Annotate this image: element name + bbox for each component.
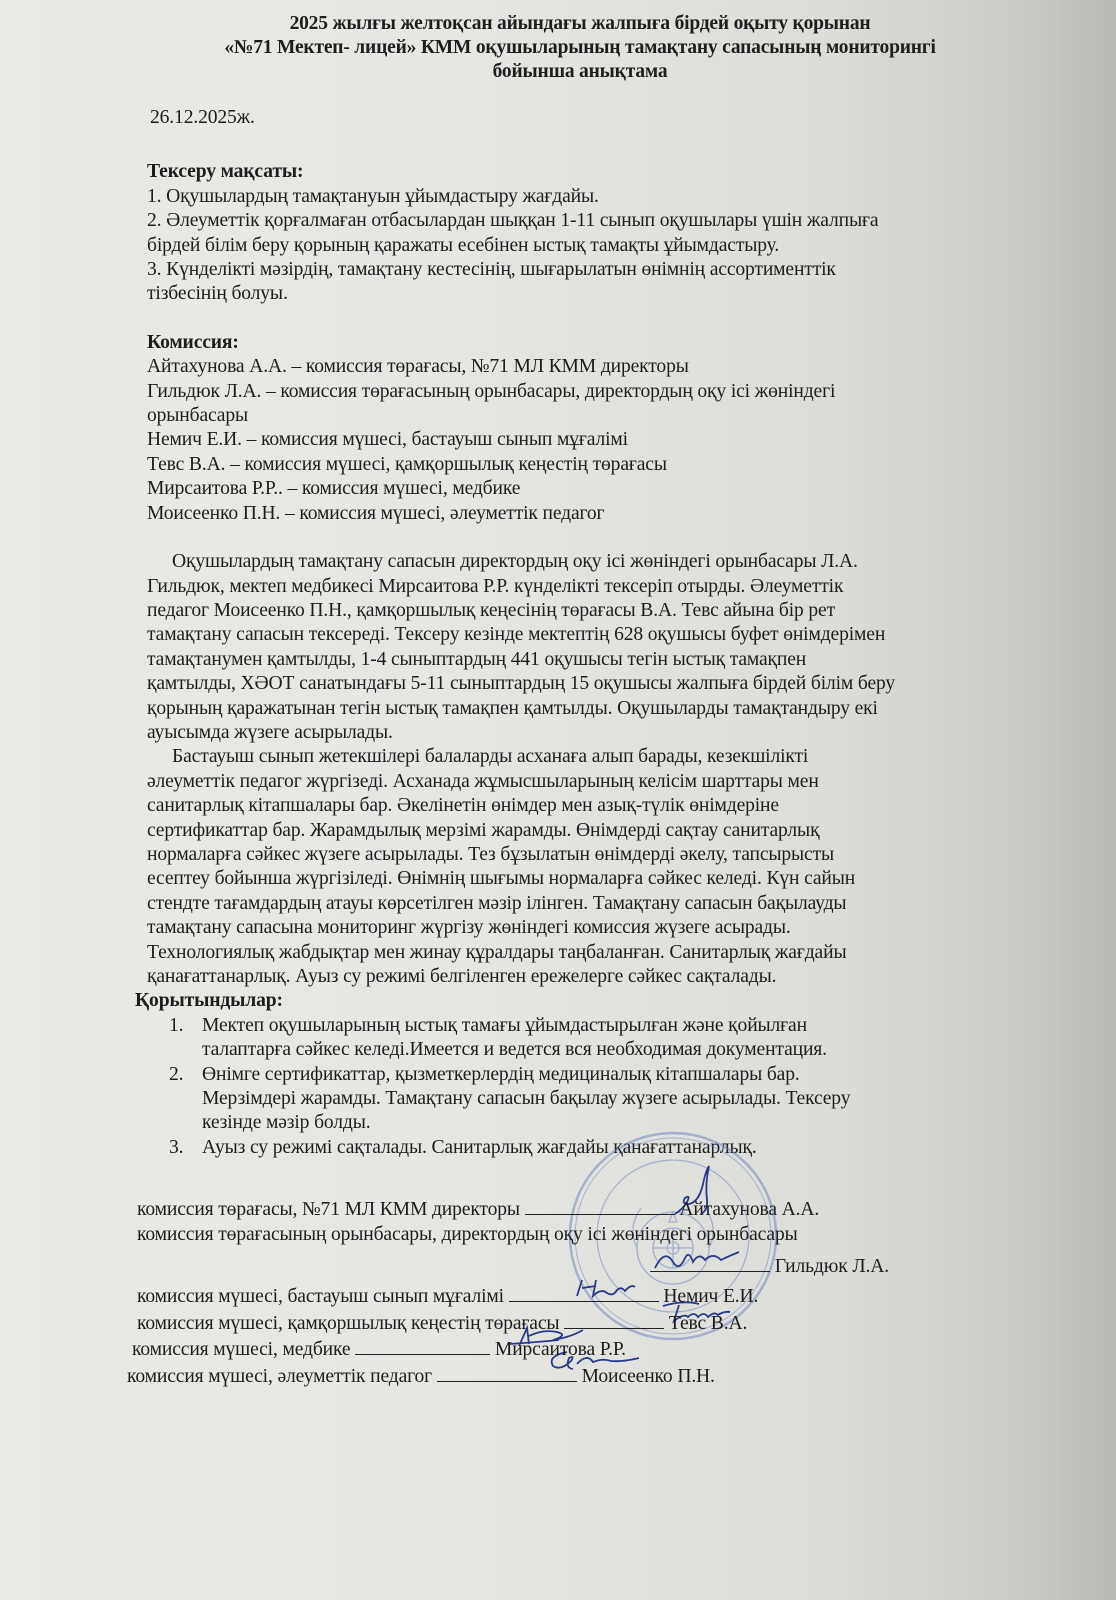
- signatory-name: Мирсаитова Р.Р.: [494, 1339, 626, 1361]
- signatory-role: комиссия төрағасы, №71 МЛ КММ директоры: [137, 1199, 520, 1221]
- paragraph-line: Бастауыш сынып жетекшілері балаларды асханаға алып барады, кезекшілікті: [172, 746, 809, 768]
- conclusion-item: [135, 1136, 1076, 1160]
- paragraph-line: тамақтану сапасына мониторинг жүргізу жөніндегі комиссия жүзеге асырады.: [147, 917, 791, 939]
- signature-row: [127, 1363, 1076, 1389]
- conclusion-item: [135, 1063, 1076, 1136]
- signatory-role: комиссия мүшесі, әлеуметтік педагог: [127, 1365, 433, 1387]
- purpose-section: [147, 160, 1076, 306]
- paragraph-line: қорының қаражатынан тегін ыстық тамақпен қамтылды. Оқушыларды тамақтандыру екі: [147, 697, 878, 719]
- commission-member: Гильдюк Л.А. – комиссия төрағасының орынбасары, директордың оқу ісі жөніндегі: [147, 380, 836, 402]
- paragraph-line: қанағаттанарлық. Ауыз су режимі белгіленген ережелерге сәйкес сақталады.: [147, 966, 777, 987]
- purpose-line: 2. Әлеуметтік қорғалмаған отбасылардан шыққан 1-11 сынып оқушылары үшін жалпыға: [147, 210, 879, 232]
- paragraph-line: әлеуметтік педагог жүргізеді. Асханада жұмысшыларының келісім шарттары мен: [147, 770, 819, 792]
- conclusion-line: Мерзімдері жарамды. Тамақтану сапасын бақылау жүзеге асырылады. Тексеру: [202, 1088, 851, 1110]
- paragraph-line: санитарлық кітапшалары бар. Әкелінетін өнімдер мен азық-түлік өнімдеріне: [147, 795, 779, 817]
- signature-line: [564, 1310, 664, 1329]
- paragraph-line: ауысымда жүзеге асырылады.: [147, 721, 393, 743]
- paragraph-line: есептеу бойынша жүргізіледі. Өнімнің шығымы нормаларға сәйкес келеді. Күн сайын: [147, 868, 856, 890]
- signatory-name: Гильдюк Л.А.: [774, 1256, 889, 1278]
- signature-line: [509, 1283, 659, 1302]
- signature-line: [437, 1363, 577, 1382]
- conclusions-heading: Қорытындылар:: [135, 990, 283, 1012]
- signature-row: [132, 1336, 1076, 1362]
- paragraph-line: тамақтанумен қамтылды, 1-4 сыныптардың 441 оқушысы тегін ыстық тамақпен: [147, 648, 807, 670]
- conclusion-line: талаптарға сәйкес келеді.Имеется и ведется вся необходимая документация.: [202, 1039, 827, 1061]
- conclusion-line: Мектеп оқушыларының ыстық тамағы ұйымдастырылған және қойылған: [202, 1014, 807, 1036]
- document-title: [140, 12, 1020, 84]
- conclusion-number: 1.: [169, 1014, 184, 1036]
- title-line: 2025 жылғы желтоқсан айындағы жалпыға бірдей оқыту қорынан: [289, 13, 871, 34]
- signatory-name: Тевс В.А.: [668, 1312, 748, 1334]
- commission-heading: Комиссия:: [147, 331, 239, 353]
- commission-member: орынбасары: [147, 405, 249, 427]
- signature-line: [525, 1196, 675, 1215]
- signatory-role: комиссия төрағасының орынбасары, директордың оқу ісі жөніндегі орынбасары: [137, 1223, 798, 1245]
- conclusion-line: Ауыз су режимі сақталады. Санитарлық жағдайы қанағаттанарлық.: [202, 1136, 757, 1158]
- signatory-role: комиссия мүшесі, бастауыш сынып мұғалімі: [137, 1286, 504, 1308]
- purpose-line: 1. Оқушылардың тамақтануын ұйымдастыру жағдайы.: [147, 185, 599, 207]
- paragraph-line: педагог Моисеенко П.Н., қамқоршылық кеңесінің төрағасы В.А. Тевс айына бір рет: [147, 599, 836, 621]
- body-paragraph-1: [147, 550, 1076, 745]
- title-line: бойынша анықтама: [492, 61, 668, 82]
- purpose-line: 3. Күнделікті мәзірдің, тамақтану кестесінің, шығарылатын өнімнің ассортименттік: [147, 259, 836, 281]
- signature-row: [137, 1283, 1076, 1309]
- document-date: 26.12.2025ж.: [150, 107, 255, 128]
- purpose-line: тізбесінің болуы.: [147, 283, 288, 305]
- conclusions-section: [135, 989, 1076, 1160]
- commission-member: Немич Е.И. – комиссия мүшесі, бастауыш сынып мұғалімі: [147, 429, 628, 451]
- conclusion-item: [135, 1014, 1076, 1063]
- paragraph-line: Технологиялық жабдықтар мен жинау құралдары таңбаланған. Санитарлық жағдайы: [147, 941, 847, 963]
- commission-member: Айтахунова А.А. – комиссия төрағасы, №71 МЛ КММ директоры: [147, 356, 689, 378]
- paragraph-line: Оқушылардың тамақтану сапасын директордың оқу ісі жөніндегі орынбасары Л.А.: [172, 551, 858, 573]
- commission-member: Тевс В.А. – комиссия мүшесі, қамқоршылық кеңестің төрағасы: [147, 453, 667, 475]
- conclusion-number: 2.: [169, 1063, 184, 1085]
- paragraph-line: Гильдюк, мектеп медбикесі Мирсаитова Р.Р. күнделікті тексеріп отырды. Әлеуметтік: [147, 575, 844, 597]
- commission-section: [147, 331, 1076, 526]
- body-paragraph-2: [147, 745, 1076, 989]
- signatory-name: Моисеенко П.Н.: [581, 1365, 715, 1387]
- signature-row: [137, 1310, 1076, 1336]
- signature-row: [137, 1253, 1076, 1279]
- signatory-role: комиссия мүшесі, медбике: [132, 1339, 351, 1361]
- signatory-name: Айтахунова А.А.: [679, 1199, 820, 1221]
- signature-row: [137, 1223, 1076, 1247]
- paragraph-line: сертификаттар бар. Жарамдылық мерзімі жарамды. Өнімдерді сақтау санитарлық: [147, 819, 820, 841]
- paragraph-line: тамақтану сапасын тексереді. Тексеру кезінде мектептің 628 оқушысы буфет өнімдерімен: [147, 624, 886, 646]
- conclusion-line: Өнімге сертификаттар, қызметкерлердің медициналық кітапшалары бар.: [202, 1063, 800, 1085]
- signatory-name: Немич Е.И.: [663, 1286, 759, 1308]
- purpose-line: бірдей білім беру қорының қаражаты есебінен ыстық тамақты ұйымдастыру.: [147, 234, 780, 256]
- conclusion-line: кезінде мәзір болды.: [202, 1112, 371, 1134]
- signature-line: [355, 1336, 490, 1355]
- title-line: «№71 Мектеп- лицей» КММ оқушыларының тамақтану сапасының мониторингі: [224, 37, 936, 58]
- signature-line: [650, 1253, 770, 1272]
- paragraph-line: нормаларға сәйкес жүзеге асырылады. Тез бұзылатын өнімдерді әкелу, тапсырысты: [147, 843, 835, 865]
- purpose-heading: Тексеру мақсаты:: [147, 161, 304, 183]
- signature-row: [137, 1196, 1076, 1222]
- commission-member: Мирсаитова Р.Р.. – комиссия мүшесі, медбике: [147, 478, 521, 500]
- signature-block: [127, 1196, 1076, 1389]
- commission-member: Моисеенко П.Н. – комиссия мүшесі, әлеуметтік педагог: [147, 502, 605, 524]
- conclusion-number: 3.: [169, 1136, 184, 1158]
- paragraph-line: қамтылды, ХӘОТ санатындағы 5-11 сыныптардың 15 оқушысы жалпыға бірдей білім беру: [147, 673, 896, 695]
- paragraph-line: стендте тағамдардың атауы көрсетілген мәзір ілінген. Тамақтану сапасын бақылауды: [147, 892, 847, 914]
- signatory-role: комиссия мүшесі, қамқоршылық кеңестің төрағасы: [137, 1312, 560, 1334]
